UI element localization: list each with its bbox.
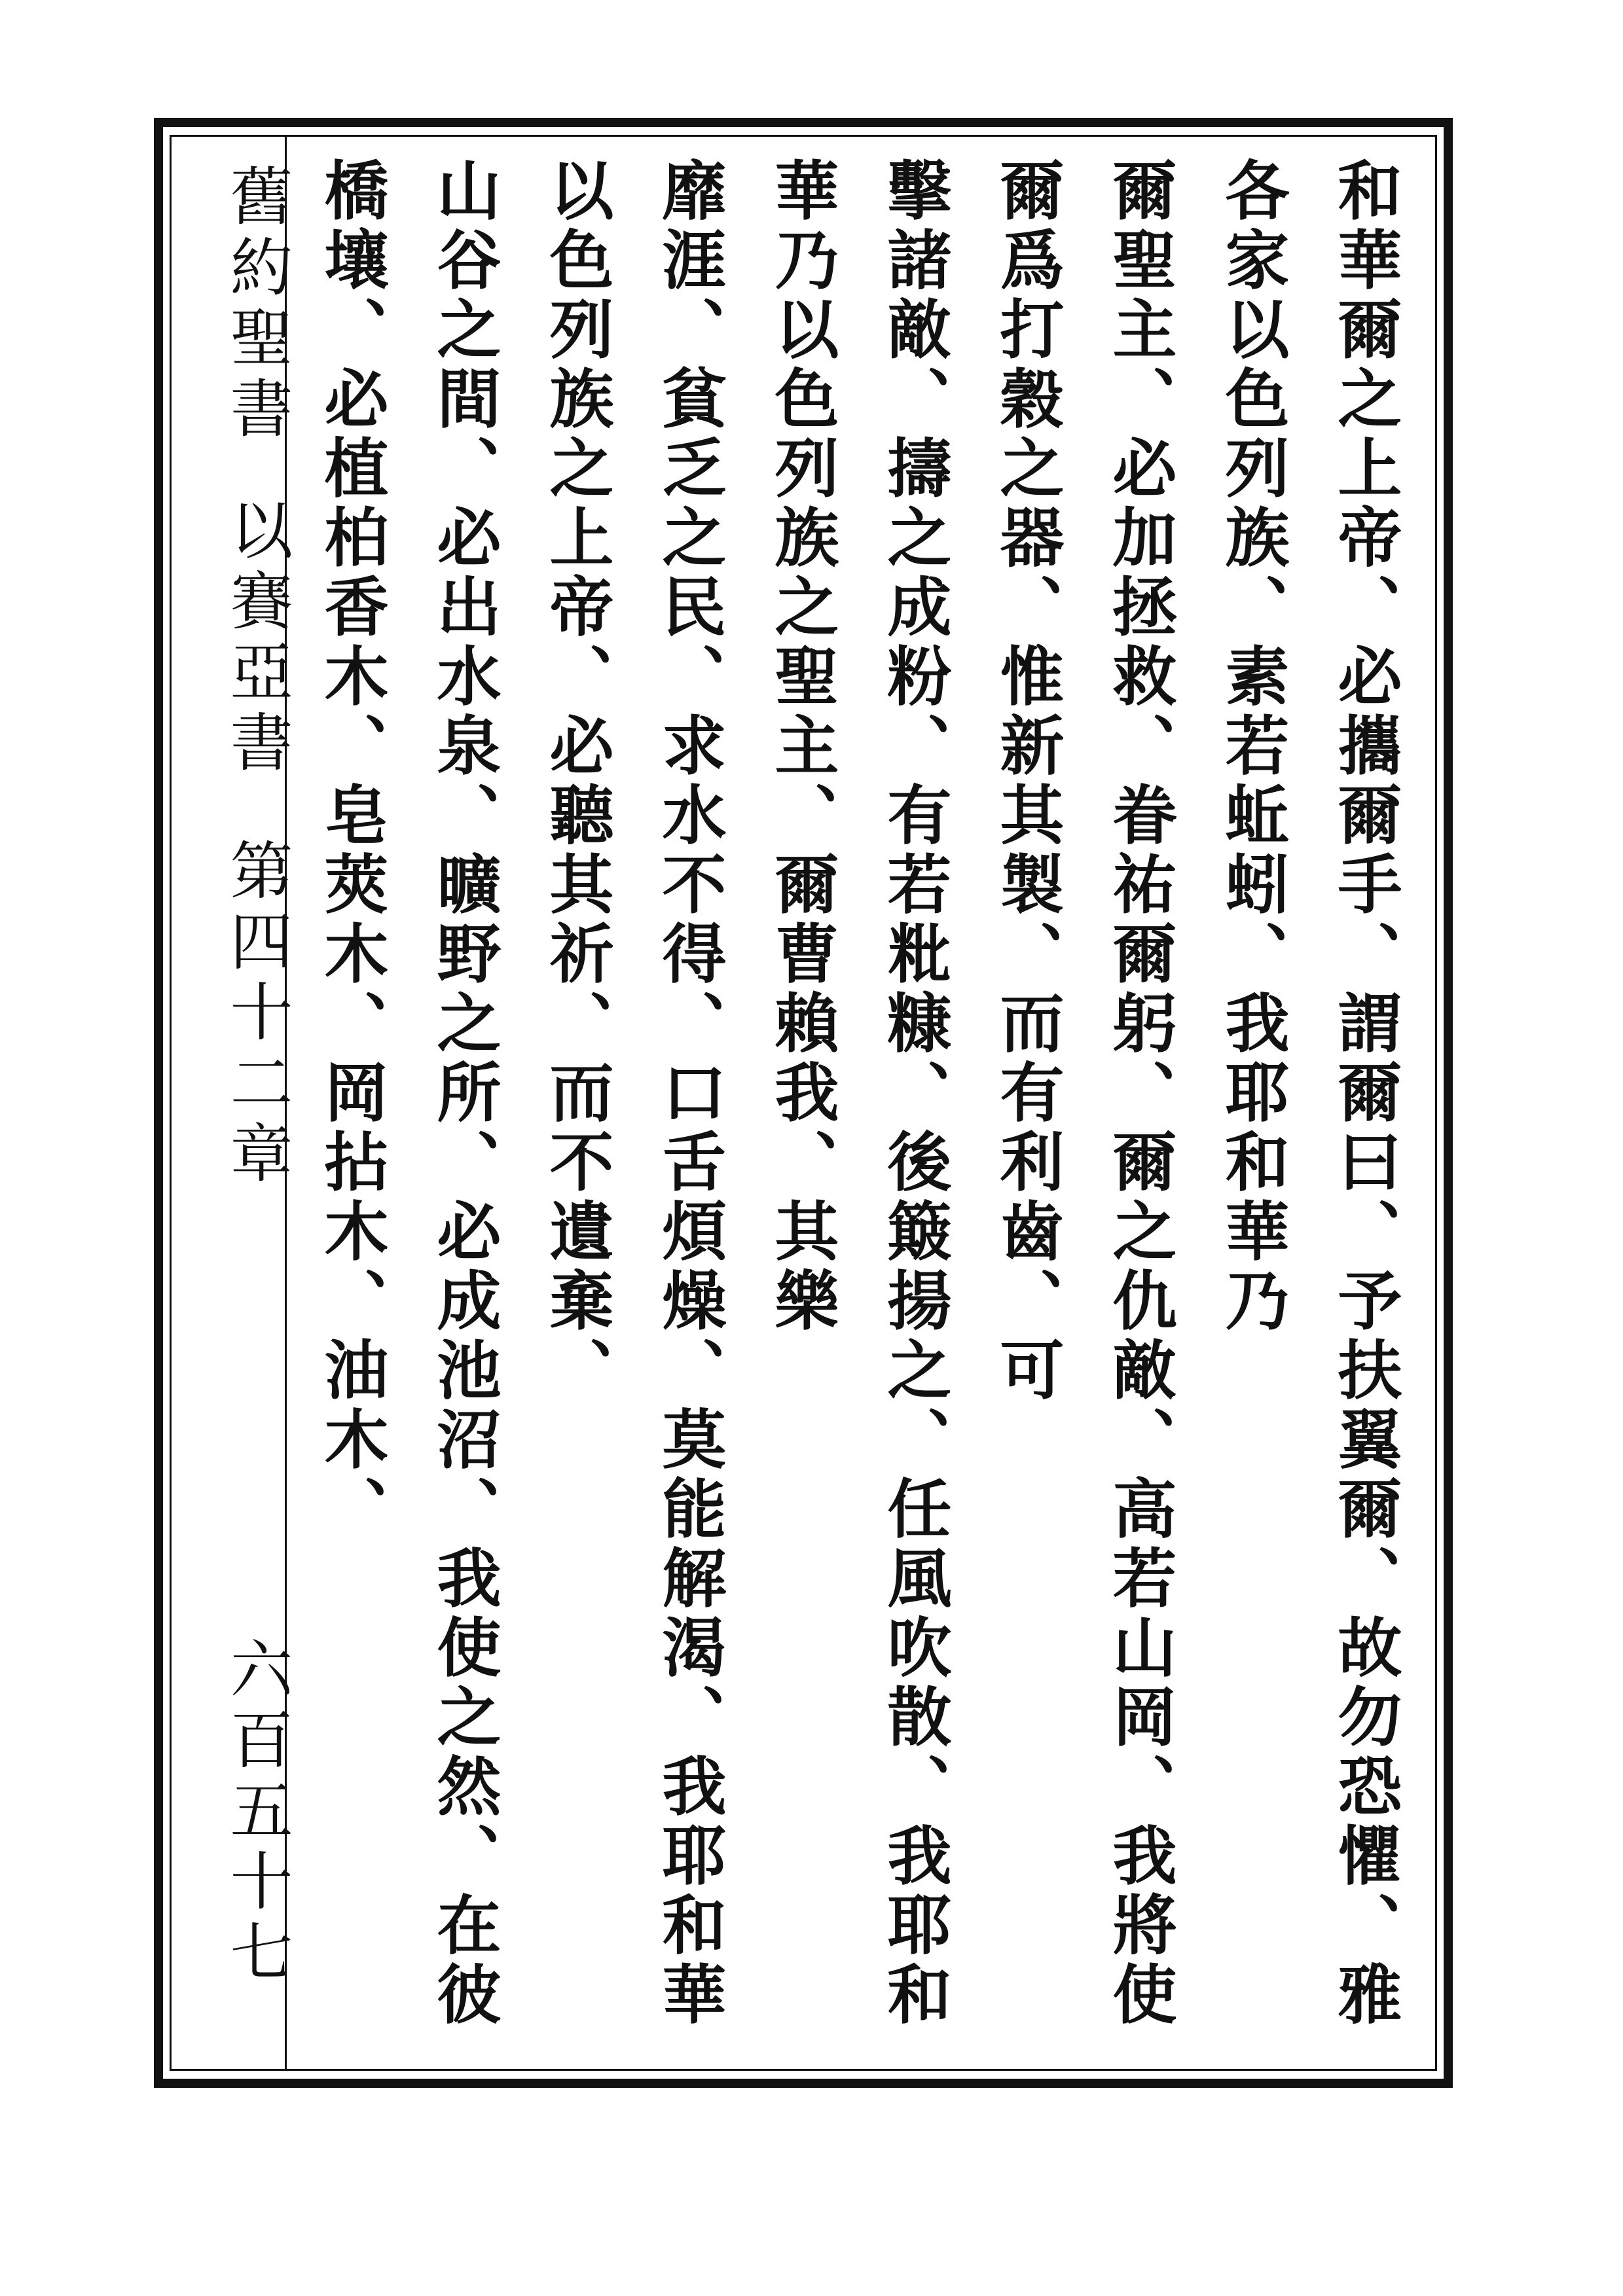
text-column: 爾聖主、必加拯救、眷祐爾躬、爾之仇敵、高若山岡、我將使爾爲打穀之器、惟新其製、而有利齒、可 [989, 157, 1177, 2030]
running-head-book: 以賽亞書 [220, 497, 293, 780]
running-head-title: 舊約聖書 [220, 164, 293, 446]
text-column: 山谷之間、必出水泉、曠野之所、必成池沼、我使之然、在彼橋壤、必植柏香木、皂莢木、岡拈木、油木、 [314, 157, 501, 2030]
text-column: 靡涯、貧乏之民、求水不得、口舌煩燥、莫能解渴、我耶和華以色列族之上帝、必聽其祈、而不遺棄、 [539, 157, 727, 2030]
running-head-chapter: 第四十二章 [220, 838, 293, 1191]
text-column: 擊諸敵、擣之成粉、有若粃糠、後簸揚之、任風吹散、我耶和華乃以色列族之聖主、爾曹賴我、其樂 [764, 157, 952, 2030]
scripture-body [308, 157, 1421, 2055]
page-number: 六百五十七 [220, 1636, 293, 1990]
text-column: 和華爾之上帝、必攜爾手、謂爾曰、予扶翼爾、故勿恐懼、雅各家以色列族、素若蚯蚓、我耶和華乃 [1214, 157, 1402, 2030]
